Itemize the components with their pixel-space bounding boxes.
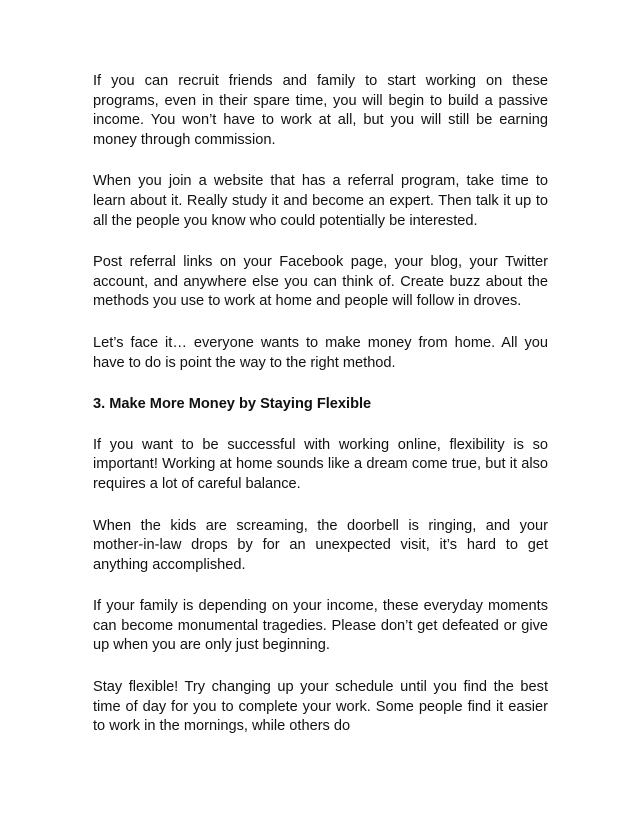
paragraph-face-it: Let’s face it… everyone wants to make money from home. All you have to do is point the way to the right method. xyxy=(93,334,548,371)
paragraph-kids-screaming: When the kids are screaming, the doorbell is ringing, and your mother-in-law drops by for an unexpected visit, it’s hard to get anything accomplished. xyxy=(93,517,548,573)
paragraph-referral-program: When you join a website that has a referral program, take time to learn about it. Really study it and become an expert. Then talk it up to all the people you know who could potentially be interested. xyxy=(93,173,548,229)
paragraph-post-referral-links: Post referral links on your Facebook page, your blog, your Twitter account, and anywhere else you can think of. Create buzz about the methods you use to work at home and people will follow in droves. xyxy=(93,254,548,310)
section-heading: 3. Make More Money by Staying Flexible xyxy=(93,396,372,413)
paragraph-recruit-friends: If you can recruit friends and family to start working on these programs, even in their spare time, you will begin to build a passive income. You won’t have to work at all, but you will still be earning money through commission. xyxy=(93,73,548,148)
document-page xyxy=(93,72,548,759)
paragraph-family-income: If your family is depending on your income, these everyday moments can become monumental tragedies. Please don’t get defeated or give up when you are only just beginning. xyxy=(93,598,548,654)
paragraph-flexibility: If you want to be successful with working online, flexibility is so important! Working at home sounds like a dream come true, but it also requires a lot of careful balance. xyxy=(93,436,548,492)
paragraph-stay-flexible: Stay flexible! Try changing up your schedule until you find the best time of day for you to complete your work. Some people find it easier to work in the mornings, while others do xyxy=(93,679,548,735)
